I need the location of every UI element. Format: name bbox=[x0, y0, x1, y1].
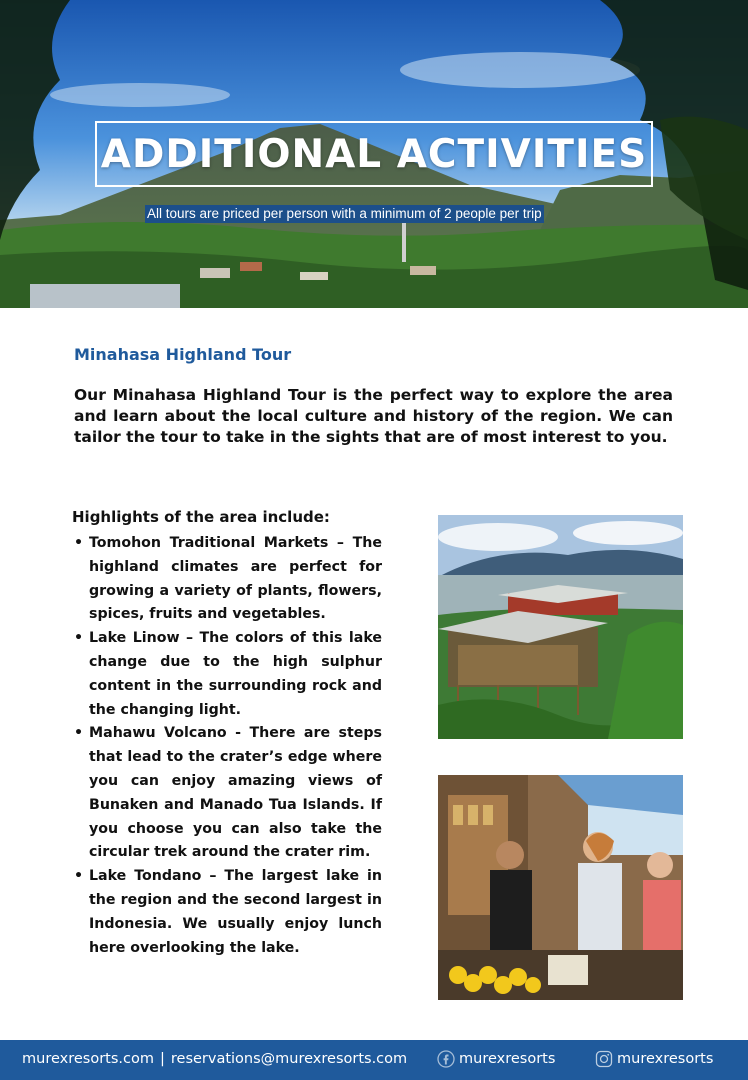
hero-banner bbox=[0, 0, 748, 308]
list-item: • Mahawu Volcano - There are steps that lead to the crater’s edge where you can enjoy amazing views of Bunaken and Manado Tua Islands. If you choose you can also take the circular trek around the crater rim. bbox=[72, 722, 382, 865]
instagram-link[interactable] bbox=[595, 1050, 713, 1068]
hero-title: ADDITIONAL ACTIVITIES bbox=[100, 131, 648, 177]
lake-photo bbox=[438, 515, 683, 739]
email-link[interactable]: reservations@murexresorts.com bbox=[170, 1051, 408, 1067]
footer-separator: | bbox=[159, 1051, 165, 1067]
instagram-icon bbox=[595, 1050, 613, 1068]
highlights-title: Highlights of the area include: bbox=[72, 508, 330, 526]
facebook-handle: murexresorts bbox=[459, 1051, 556, 1067]
hero-title-frame bbox=[95, 121, 653, 187]
market-photo bbox=[438, 775, 683, 1000]
section-title: Minahasa Highland Tour bbox=[74, 345, 292, 364]
facebook-icon bbox=[437, 1050, 455, 1068]
list-item: • Lake Linow – The colors of this lake change due to the high sulphur content in the surrounding rock and the changing light. bbox=[72, 627, 382, 722]
hero-subtitle: All tours are priced per person with a minimum of 2 people per trip bbox=[147, 206, 542, 221]
highlights-list bbox=[72, 532, 382, 960]
footer-contact bbox=[22, 1051, 407, 1067]
list-item: • Tomohon Traditional Markets – The highland climates are perfect for growing a variety of plants, flowers, spices, fruits and vegetables. bbox=[72, 532, 382, 627]
facebook-link[interactable] bbox=[437, 1050, 555, 1068]
instagram-handle: murexresorts bbox=[617, 1051, 714, 1067]
footer-bar bbox=[0, 1040, 748, 1080]
website-link[interactable]: murexresorts.com bbox=[22, 1051, 154, 1067]
list-item: • Lake Tondano – The largest lake in the region and the second largest in Indonesia. We usually enjoy lunch here overlooking the lake. bbox=[72, 865, 382, 960]
intro-paragraph: Our Minahasa Highland Tour is the perfect way to explore the area and learn about the local culture and history of the region. We can tailor the tour to take in the sights that are of most interest to you. bbox=[74, 386, 673, 446]
